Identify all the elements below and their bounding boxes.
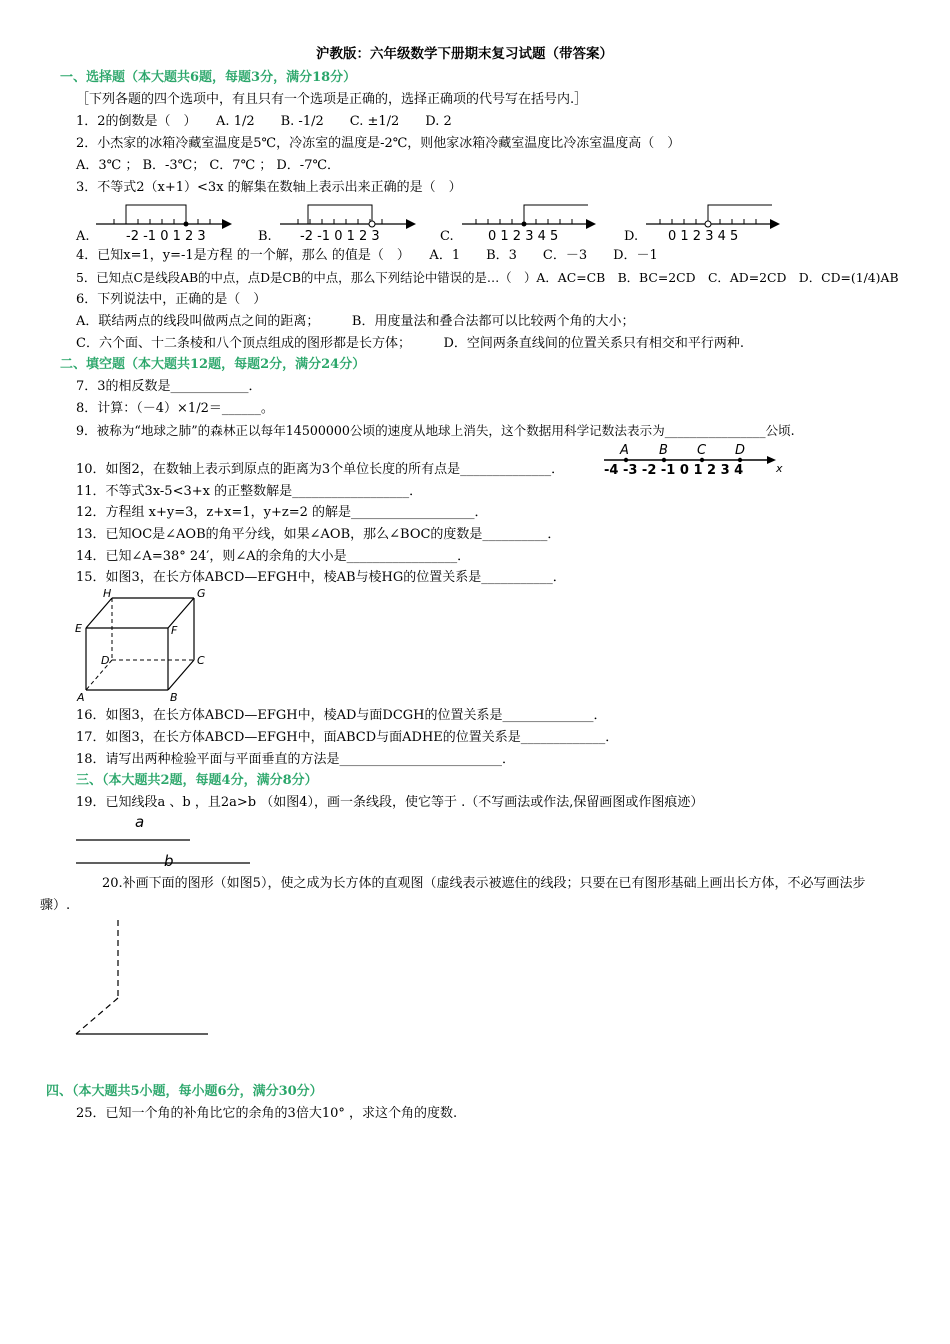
vertex-d: D <box>101 654 110 667</box>
question-3: 3．不等式2（x+1）<3x 的解集在数轴上表示出来正确的是（ ） <box>76 180 462 195</box>
figure-5-partial-cuboid <box>72 910 216 1040</box>
option-b-label: B. <box>258 229 272 244</box>
question-6-options-ab: A．联结两点的线段叫做两点之间的距离； B．用度量法和叠合法都可以比较两个角的大小； <box>76 314 635 329</box>
question-6-options-cd: C．六个面、十二条棱和八个顶点组成的图形都是长方体； D．空间两条直线间的位置关系只有相交和平行两种. <box>76 336 745 351</box>
number-line-option-b <box>280 200 420 246</box>
option-a-ticks: -2 -1 0 1 2 3 <box>126 229 206 244</box>
segment-a-label: a <box>135 813 145 831</box>
section1-heading: 一、选择题（本大题共6题，每题3分，满分18分） <box>60 70 357 85</box>
figure-2-axis-label: x <box>776 462 783 475</box>
option-c-ticks: 0 1 2 3 4 5 <box>488 229 559 244</box>
question-20-continued: 骤）. <box>40 898 71 913</box>
number-line-option-c <box>462 200 602 246</box>
vertex-c: C <box>197 654 205 667</box>
option-a-label: A. <box>76 229 90 244</box>
vertex-e: E <box>75 622 82 635</box>
question-17: 17．如图3，在长方体ABCD—EFGH中，面ABCD与面ADHE的位置关系是_____________． <box>76 730 619 745</box>
number-line-option-d <box>646 200 786 246</box>
vertex-a: A <box>77 691 85 704</box>
question-25: 25．已知一个角的补角比它的余角的3倍大10° ，求这个角的度数. <box>76 1106 458 1121</box>
question-15: 15．如图3，在长方体ABCD—EFGH中，棱AB与棱HG的位置关系是___________． <box>76 570 566 585</box>
question-13: 13．已知OC是∠AOB的角平分线，如果∠AOB，那么∠BOC的度数是__________． <box>76 527 561 542</box>
number-line-option-a <box>96 200 236 246</box>
question-10: 10．如图2，在数轴上表示到原点的距离为3个单位长度的所有点是______________． <box>76 462 565 477</box>
question-18: 18．请写出两种检验平面与平面垂直的方法是_________________________． <box>76 752 516 767</box>
segment-b-label: b <box>164 852 174 870</box>
question-6: 6．下列说法中，正确的是（ ） <box>76 292 267 307</box>
question-5: 5．已知点C是线段AB的中点，点D是CB的中点，那么下列结论中错误的是…（ ）A．AC=CB B．BC=2CD C．AD=2CD D．CD=(1/4)AB <box>76 270 899 285</box>
question-16: 16．如图3，在长方体ABCD—EFGH中，棱AD与面DCGH的位置关系是______________． <box>76 708 607 723</box>
option-b-ticks: -2 -1 0 1 2 3 <box>300 229 380 244</box>
figure-4-segments <box>74 810 256 870</box>
section1-instruction: ［下列各题的四个选项中，有且只有一个选项是正确的，选择正确项的代号写在括号内.］ <box>76 92 588 107</box>
section4-heading: 四、（本大题共5小题，每小题6分，满分30分） <box>46 1084 323 1099</box>
figure-2-ticks: -4 -3 -2 -1 0 1 2 3 4 <box>604 463 744 478</box>
section3-heading: 三、（本大题共2题，每题4分，满分8分） <box>76 773 318 788</box>
point-label-c: C <box>697 443 707 458</box>
question-8: 8．计算：（－4）×1/2＝______。 <box>76 401 274 416</box>
option-d-ticks: 0 1 2 3 4 5 <box>668 229 739 244</box>
question-2-options: A．3℃ ； B．-3℃； C．7℃ ； D．-7℃． <box>76 158 341 173</box>
vertex-g: G <box>197 587 206 600</box>
question-12: 12．方程组 x+y=3，z+x=1，y+z=2 的解是___________________． <box>76 505 488 520</box>
vertex-f: F <box>171 624 178 637</box>
point-label-b: B <box>659 443 668 458</box>
question-1: 1．2的倒数是（ ） A. 1/2 B. -1/2 C. ±1/2 D. 2 <box>76 114 452 129</box>
vertex-b: B <box>170 691 178 704</box>
question-4: 4．已知x=1，y=-1是方程 的一个解，那么 的值是（ ） A．1 B．3 C．－3 D．－1 <box>76 248 658 263</box>
question-19: 19．已知线段a 、b ，且2a>b （如图4），画一条线段，使它等于 .（不写画法或作法,保留画图或作图痕迹） <box>76 795 704 810</box>
question-7: 7．3的相反数是____________． <box>76 379 262 394</box>
question-2: 2．小杰家的冰箱冷藏室温度是5℃，冷冻室的温度是-2℃，则他家冰箱冷藏室温度比冷冻室温度高（ ） <box>76 136 681 151</box>
question-14: 14．已知∠A=38° 24′，则∠A的余角的大小是_________________． <box>76 549 471 564</box>
point-label-a: A <box>620 443 629 458</box>
figure-3-cuboid <box>72 586 218 704</box>
option-d-label: D. <box>624 229 639 244</box>
figure-2-number-line <box>598 440 794 480</box>
question-9: 9．被称为“地球之肺”的森林正以每年14500000公顷的速度从地球上消失，这个数据用科学记数法表示为________________公顷. <box>76 423 795 438</box>
question-11: 11．不等式3x-5<3+x 的正整数解是__________________． <box>76 484 423 499</box>
question-20: 20.补画下面的图形（如图5），使之成为长方体的直观图（虚线表示被遮住的线段；只要在已有图形基础上画出长方体，不必写画法步 <box>102 876 866 891</box>
page-title: 沪教版：六年级数学下册期末复习试题（带答案） <box>316 46 613 62</box>
section2-heading: 二、填空题（本大题共12题，每题2分，满分24分） <box>60 357 366 372</box>
point-label-d: D <box>735 443 746 458</box>
option-c-label: C. <box>440 229 454 244</box>
vertex-h: H <box>103 587 112 600</box>
